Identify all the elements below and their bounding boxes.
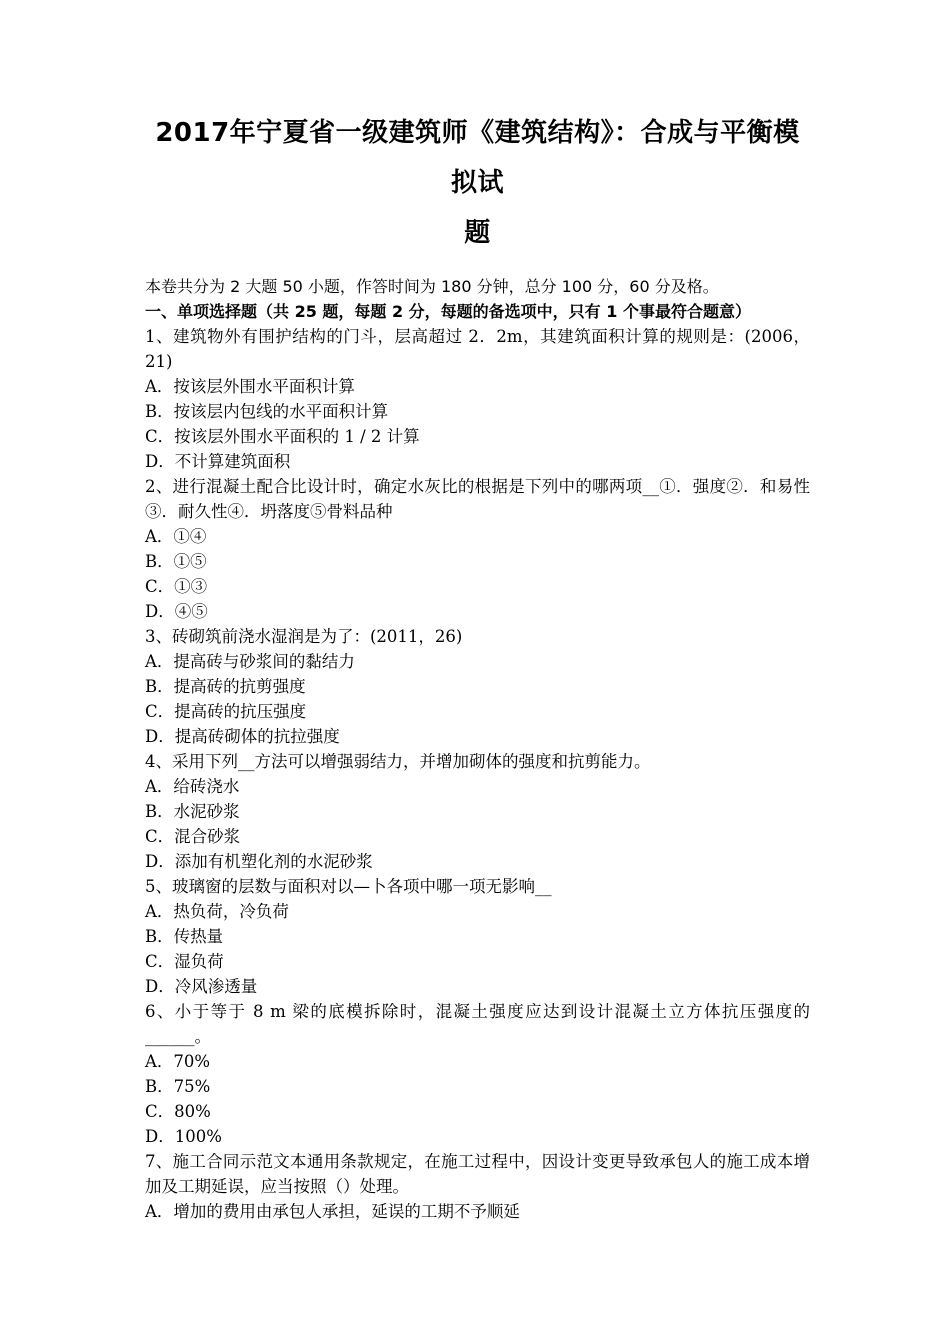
question-text: 7、施工合同示范文本通用条款规定，在施工过程中，因设计变更导致承包人的施工成本增加及工期延误，应当按照（）处理。: [145, 1152, 810, 1196]
answer-option: C．①③: [145, 577, 208, 596]
answer-option: D．100%: [145, 1127, 222, 1146]
question-item: [145, 474, 810, 624]
answer-option: A．提高砖与砂浆间的黏结力: [145, 652, 355, 671]
answer-option: D．添加有机塑化剂的水泥砂浆: [145, 852, 373, 871]
answer-option: B．提高砖的抗剪强度: [145, 677, 306, 696]
answer-option: B．①⑤: [145, 552, 207, 571]
answer-option: D．不计算建筑面积: [145, 452, 291, 471]
section-heading: 一、单项选择题（共 25 题，每题 2 分，每题的备选项中，只有 1 个事最符合题意）: [145, 302, 751, 321]
answer-option: D．④⑤: [145, 602, 208, 621]
document-title-line-2: 题: [464, 218, 491, 248]
question-text: 2、进行混凝土配合比设计时，确定水灰比的根据是下列中的哪两项__①．强度②．和易性③．耐久性④．坍落度⑤骨料品种: [145, 477, 810, 521]
question-list: [145, 324, 810, 1224]
answer-option: B．传热量: [145, 927, 224, 946]
answer-option: C．湿负荷: [145, 952, 224, 971]
answer-option: C．提高砖的抗压强度: [145, 702, 307, 721]
question-text: 5、玻璃窗的层数与面积对以—卜各项中哪一项无影响__: [145, 877, 552, 896]
question-item: [145, 1149, 810, 1224]
exam-intro: 本卷共分为 2 大题 50 小题，作答时间为 180 分钟，总分 100 分，60 分及格。: [145, 277, 719, 296]
answer-option: A．70%: [145, 1052, 211, 1071]
question-text: 3、砖砌筑前浇水湿润是为了：(2011，26): [145, 627, 463, 646]
question-item: [145, 874, 810, 999]
question-item: [145, 324, 810, 474]
answer-option: C．80%: [145, 1102, 211, 1121]
answer-option: B．按该层内包线的水平面积计算: [145, 402, 389, 421]
question-item: [145, 749, 810, 874]
question-item: [145, 999, 810, 1149]
answer-option: C．混合砂浆: [145, 827, 241, 846]
document-title: [145, 108, 810, 258]
question-item: [145, 624, 810, 749]
document-page: [145, 108, 810, 1224]
document-title-line-1: 2017年宁夏省一级建筑师《建筑结构》：合成与平衡模拟试: [155, 118, 800, 198]
answer-option: C．按该层外围水平面积的 1 / 2 计算: [145, 427, 420, 446]
question-text: 6、小于等于 8 m 梁的底模拆除时，混凝土强度应达到设计混凝土立方体抗压强度的______。: [145, 1002, 810, 1046]
answer-option: A．①④: [145, 527, 207, 546]
answer-option: B．75%: [145, 1077, 211, 1096]
answer-option: A．增加的费用由承包人承担，延误的工期不予顺延: [145, 1202, 520, 1221]
answer-option: D．提高砖砌体的抗拉强度: [145, 727, 340, 746]
answer-option: D．冷风渗透量: [145, 977, 258, 996]
question-text: 1、建筑物外有围护结构的门斗，层高超过 2．2m，其建筑面积计算的规则是：(2006，21): [145, 327, 810, 371]
answer-option: B．水泥砂浆: [145, 802, 240, 821]
answer-option: A．按该层外围水平面积计算: [145, 377, 355, 396]
answer-option: A．给砖浇水: [145, 777, 240, 796]
question-text: 4、采用下列__方法可以增强弱结力，并增加砌体的强度和抗剪能力。: [145, 752, 651, 771]
answer-option: A．热负荷，冷负荷: [145, 902, 289, 921]
